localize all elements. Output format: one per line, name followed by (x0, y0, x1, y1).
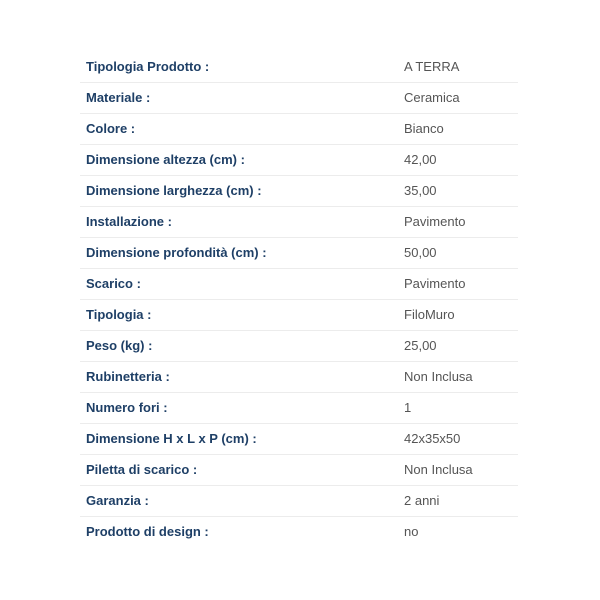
spec-row-profondita (80, 237, 518, 268)
spec-label: Numero fori : (86, 400, 168, 415)
spec-value: Non Inclusa (404, 462, 473, 477)
spec-label: Tipologia : (86, 307, 152, 322)
spec-value: 25,00 (404, 338, 437, 353)
spec-label: Piletta di scarico : (86, 462, 198, 477)
spec-label: Peso (kg) : (86, 338, 153, 353)
spec-label: Garanzia : (86, 493, 149, 508)
spec-value: 42x35x50 (404, 431, 461, 446)
spec-label: Rubinetteria : (86, 369, 170, 384)
spec-value: FiloMuro (404, 307, 455, 322)
spec-value: Ceramica (404, 90, 460, 105)
spec-value: 2 anni (404, 493, 440, 508)
spec-value: 42,00 (404, 152, 437, 167)
spec-label: Prodotto di design : (86, 524, 209, 540)
spec-row-garanzia (80, 485, 518, 516)
spec-label: Dimensione altezza (cm) : (86, 152, 245, 167)
spec-table-body (80, 51, 518, 547)
spec-row-tipologia (80, 299, 518, 330)
spec-label: Dimensione profondità (cm) : (86, 245, 267, 260)
spec-row-rubinetteria (80, 361, 518, 392)
spec-label: Materiale : (86, 90, 151, 105)
spec-row-scarico (80, 268, 518, 299)
spec-value: A TERRA (404, 58, 460, 74)
spec-value: 35,00 (404, 183, 437, 198)
spec-row-piletta (80, 454, 518, 485)
spec-label: Installazione : (86, 214, 172, 229)
product-spec-table (80, 51, 518, 547)
spec-value: Bianco (404, 121, 444, 136)
spec-row-larghezza (80, 175, 518, 206)
spec-label: Scarico : (86, 276, 141, 291)
spec-value: Pavimento (404, 214, 466, 229)
spec-row-colore (80, 113, 518, 144)
spec-label: Dimensione H x L x P (cm) : (86, 431, 257, 446)
spec-row-altezza (80, 144, 518, 175)
spec-label: Tipologia Prodotto : (86, 58, 210, 74)
spec-value: no (404, 524, 419, 540)
spec-value: Non Inclusa (404, 369, 473, 384)
spec-row-installazione (80, 206, 518, 237)
spec-row-tipologia-prodotto (80, 51, 518, 82)
spec-row-dimensioni-hlp (80, 423, 518, 454)
spec-row-peso (80, 330, 518, 361)
spec-row-design (80, 516, 518, 547)
spec-row-materiale (80, 82, 518, 113)
spec-value: 50,00 (404, 245, 437, 260)
spec-label: Colore : (86, 121, 136, 136)
spec-label: Dimensione larghezza (cm) : (86, 183, 262, 198)
spec-value: Pavimento (404, 276, 466, 291)
spec-value: 1 (404, 400, 412, 415)
spec-row-numero-fori (80, 392, 518, 423)
